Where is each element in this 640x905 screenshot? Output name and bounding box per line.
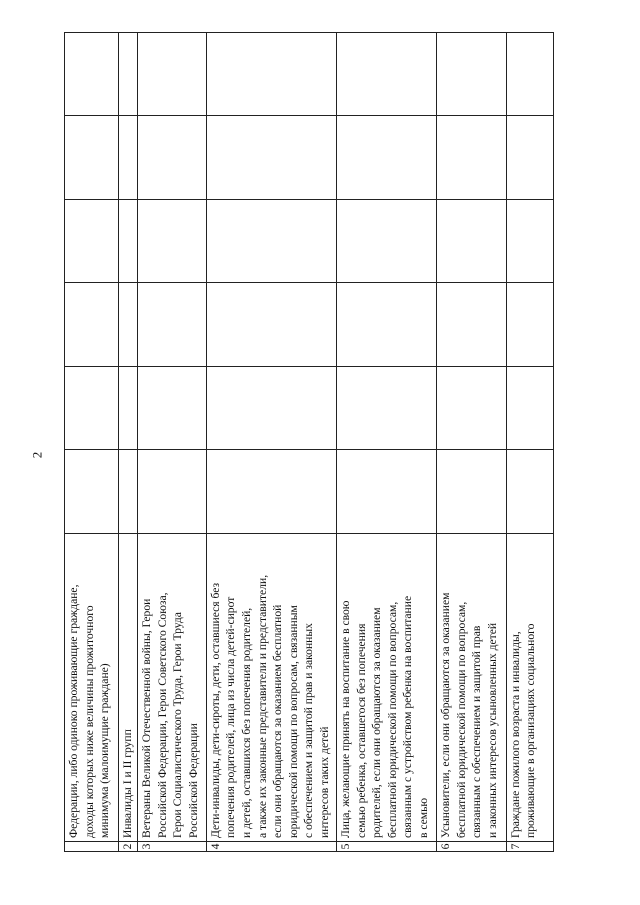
empty-cell (506, 200, 553, 284)
table-row (138, 33, 207, 852)
empty-cell (119, 116, 138, 200)
empty-cell (436, 367, 506, 451)
category-text-line: связанным с обеспечением и защитой прав (470, 625, 484, 838)
empty-cell (138, 200, 207, 284)
empty-cell (337, 200, 437, 284)
empty-cell (119, 200, 138, 284)
category-text-line: а также их законные представители и представители, (255, 574, 269, 838)
empty-cell (436, 200, 506, 284)
table-row (119, 33, 138, 852)
empty-cell (436, 283, 506, 367)
category-text-line: и детей, оставшихся без попечения родителей, (240, 607, 254, 838)
empty-cell (138, 367, 207, 451)
row-number: 6 (436, 842, 506, 852)
row-number: 4 (206, 842, 336, 852)
category-cell (436, 534, 506, 842)
beneficiary-table (64, 32, 554, 852)
empty-cell (436, 116, 506, 200)
empty-cell (138, 33, 207, 117)
empty-cell (65, 33, 119, 117)
empty-cell (506, 367, 553, 451)
empty-cell (337, 116, 437, 200)
rotated-document (64, 32, 554, 852)
empty-cell (65, 116, 119, 200)
category-cell (206, 534, 336, 842)
empty-cell (138, 116, 207, 200)
row-number: 7 (506, 842, 553, 852)
category-text-line: бесплатной юридической помощи по вопросам, (454, 601, 468, 838)
category-text-line: Инвалиды I и II групп (121, 729, 135, 838)
category-text-line: Дети-инвалиды, дети-сироты, дети, оставшиеся без (208, 582, 222, 838)
empty-cell (65, 283, 119, 367)
category-text-line: если они обращаются за оказанием бесплатной (271, 604, 285, 838)
empty-cell (206, 116, 336, 200)
empty-cell (436, 450, 506, 534)
empty-cell (337, 283, 437, 367)
row-number (65, 842, 119, 852)
row-number: 2 (119, 842, 138, 852)
empty-cell (138, 283, 207, 367)
table-row (506, 33, 553, 852)
category-text-line: Лица, желающие принять на воспитание в свою (339, 600, 353, 838)
empty-cell (337, 33, 437, 117)
empty-cell (506, 283, 553, 367)
category-text-line: семью ребенка, оставшегося без попечения (354, 623, 368, 838)
category-text-line: родителей, если они обращаются за оказанием (370, 607, 384, 838)
empty-cell (65, 367, 119, 451)
category-text-line: и законных интересов усыновленных детей (485, 622, 499, 838)
category-text-line: минимума (малоимущие граждане) (98, 663, 112, 838)
category-text-line: бесплатной юридической помощи по вопросам, (385, 601, 399, 838)
category-text-line: юридической помощи по вопросам, связанным (286, 605, 300, 838)
category-cell (506, 534, 553, 842)
category-text-line: связанным с устройством ребенка на воспитание (401, 595, 415, 838)
category-text-line: попечения родителей, лица из числа детей-сирот (224, 596, 238, 838)
table-row (337, 33, 437, 852)
category-text-line: Герои Социалистического Труда, Герои Труда (171, 612, 185, 838)
empty-cell (206, 33, 336, 117)
empty-cell (119, 283, 138, 367)
empty-cell (337, 450, 437, 534)
table-row (65, 33, 119, 852)
category-text-line: Граждане пожилого возраста и инвалиды, (508, 631, 522, 838)
category-text-line: интересов таких детей (318, 726, 331, 838)
category-cell (65, 534, 119, 842)
category-text-line: Федерации, либо одиноко проживающие граждане, (67, 584, 80, 838)
category-text-line: проживающие в организациях социального (524, 623, 538, 838)
empty-cell (506, 116, 553, 200)
empty-cell (436, 33, 506, 117)
empty-cell (138, 450, 207, 534)
empty-cell (206, 450, 336, 534)
table-row (206, 33, 336, 852)
empty-cell (119, 367, 138, 451)
category-cell (337, 534, 437, 842)
empty-cell (506, 33, 553, 117)
category-cell (119, 534, 138, 842)
category-text-line: с обеспечением и защитой прав и законных (302, 623, 316, 838)
category-text-line: Российской Федерации (187, 723, 201, 838)
empty-cell (206, 200, 336, 284)
category-text-line: Ветераны Великой Отечественной войны, Герои (140, 598, 154, 838)
empty-cell (119, 450, 138, 534)
category-text-line: доходы которых ниже величины прожиточного (82, 605, 96, 838)
empty-cell (506, 450, 553, 534)
table-body (65, 33, 554, 852)
category-text-line: в семью (416, 797, 430, 838)
empty-cell (337, 367, 437, 451)
empty-cell (65, 450, 119, 534)
empty-cell (119, 33, 138, 117)
category-text-line: Российской Федерации, Герои Советского Союза, (155, 592, 169, 838)
row-number: 5 (337, 842, 437, 852)
empty-cell (206, 283, 336, 367)
table-row (436, 33, 506, 852)
category-text-line: Усыновители, если они обращаются за оказанием (438, 592, 452, 838)
empty-cell (65, 200, 119, 284)
empty-cell (206, 367, 336, 451)
row-number: 3 (138, 842, 207, 852)
category-cell (138, 534, 207, 842)
page-number: 2 (29, 451, 45, 459)
